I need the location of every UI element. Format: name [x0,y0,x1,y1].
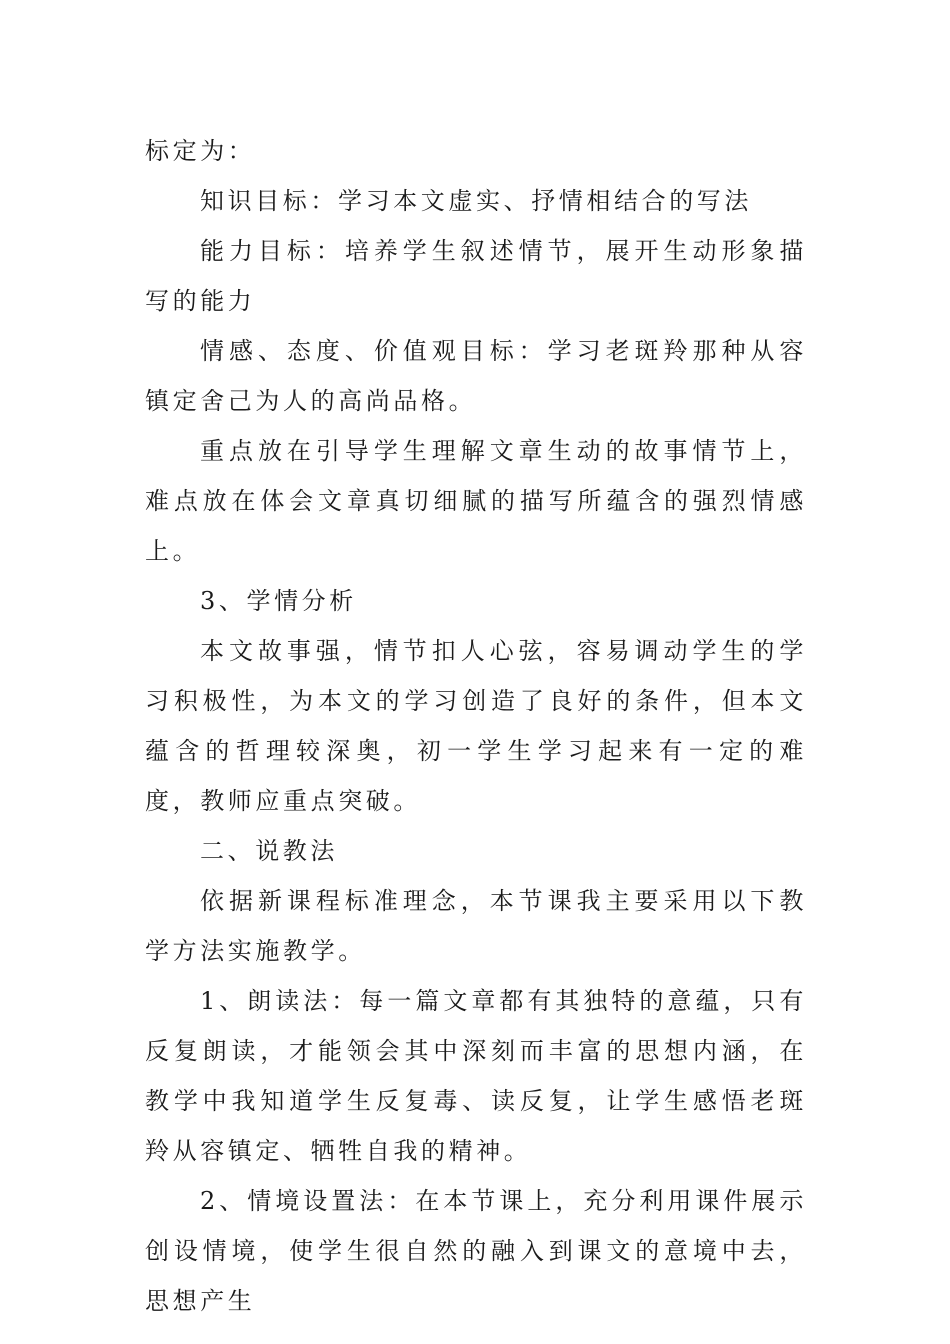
paragraph-knowledge-goal: 知识目标：学习本文虚实、抒情相结合的写法 [200,187,752,215]
paragraph-intro: 标定为： [145,137,256,165]
document-body [145,126,807,1326]
paragraph-ability-goal: 能力目标：培养学生叙述情节，展开生动形象描写的能力 [145,237,807,315]
paragraph-learner-analysis: 本文故事强，情节扣人心弦，容易调动学生的学习积极性，为本文的学习创造了良好的条件，但本文蕴含的哲理较深奥，初一学生学习起来有一定的难度，教师应重点突破。 [145,637,807,815]
heading-learner-analysis: 3、学情分析 [200,587,357,615]
paragraph-methods-intro: 依据新课程标准理念，本节课我主要采用以下教学方法实施教学。 [145,887,807,965]
paragraph-emotion-goal: 情感、态度、价值观目标：学习老斑羚那种从容镇定舍己为人的高尚品格。 [145,337,807,415]
paragraph-reading-method: 1、朗读法：每一篇文章都有其独特的意蕴，只有反复朗读，才能领会其中深刻而丰富的思想内涵，在教学中我知道学生反复毒、读反复，让学生感悟老斑羚从容镇定、牺牲自我的精神。 [145,987,807,1165]
heading-teaching-methods: 二、说教法 [200,837,338,865]
paragraph-situation-method: 2、情境设置法：在本节课上，充分利用课件展示创设情境，使学生很自然的融入到课文的意境中去，思想产生 [145,1187,807,1315]
paragraph-key-points: 重点放在引导学生理解文章生动的故事情节上，难点放在体会文章真切细腻的描写所蕴含的强烈情感上。 [145,437,807,565]
